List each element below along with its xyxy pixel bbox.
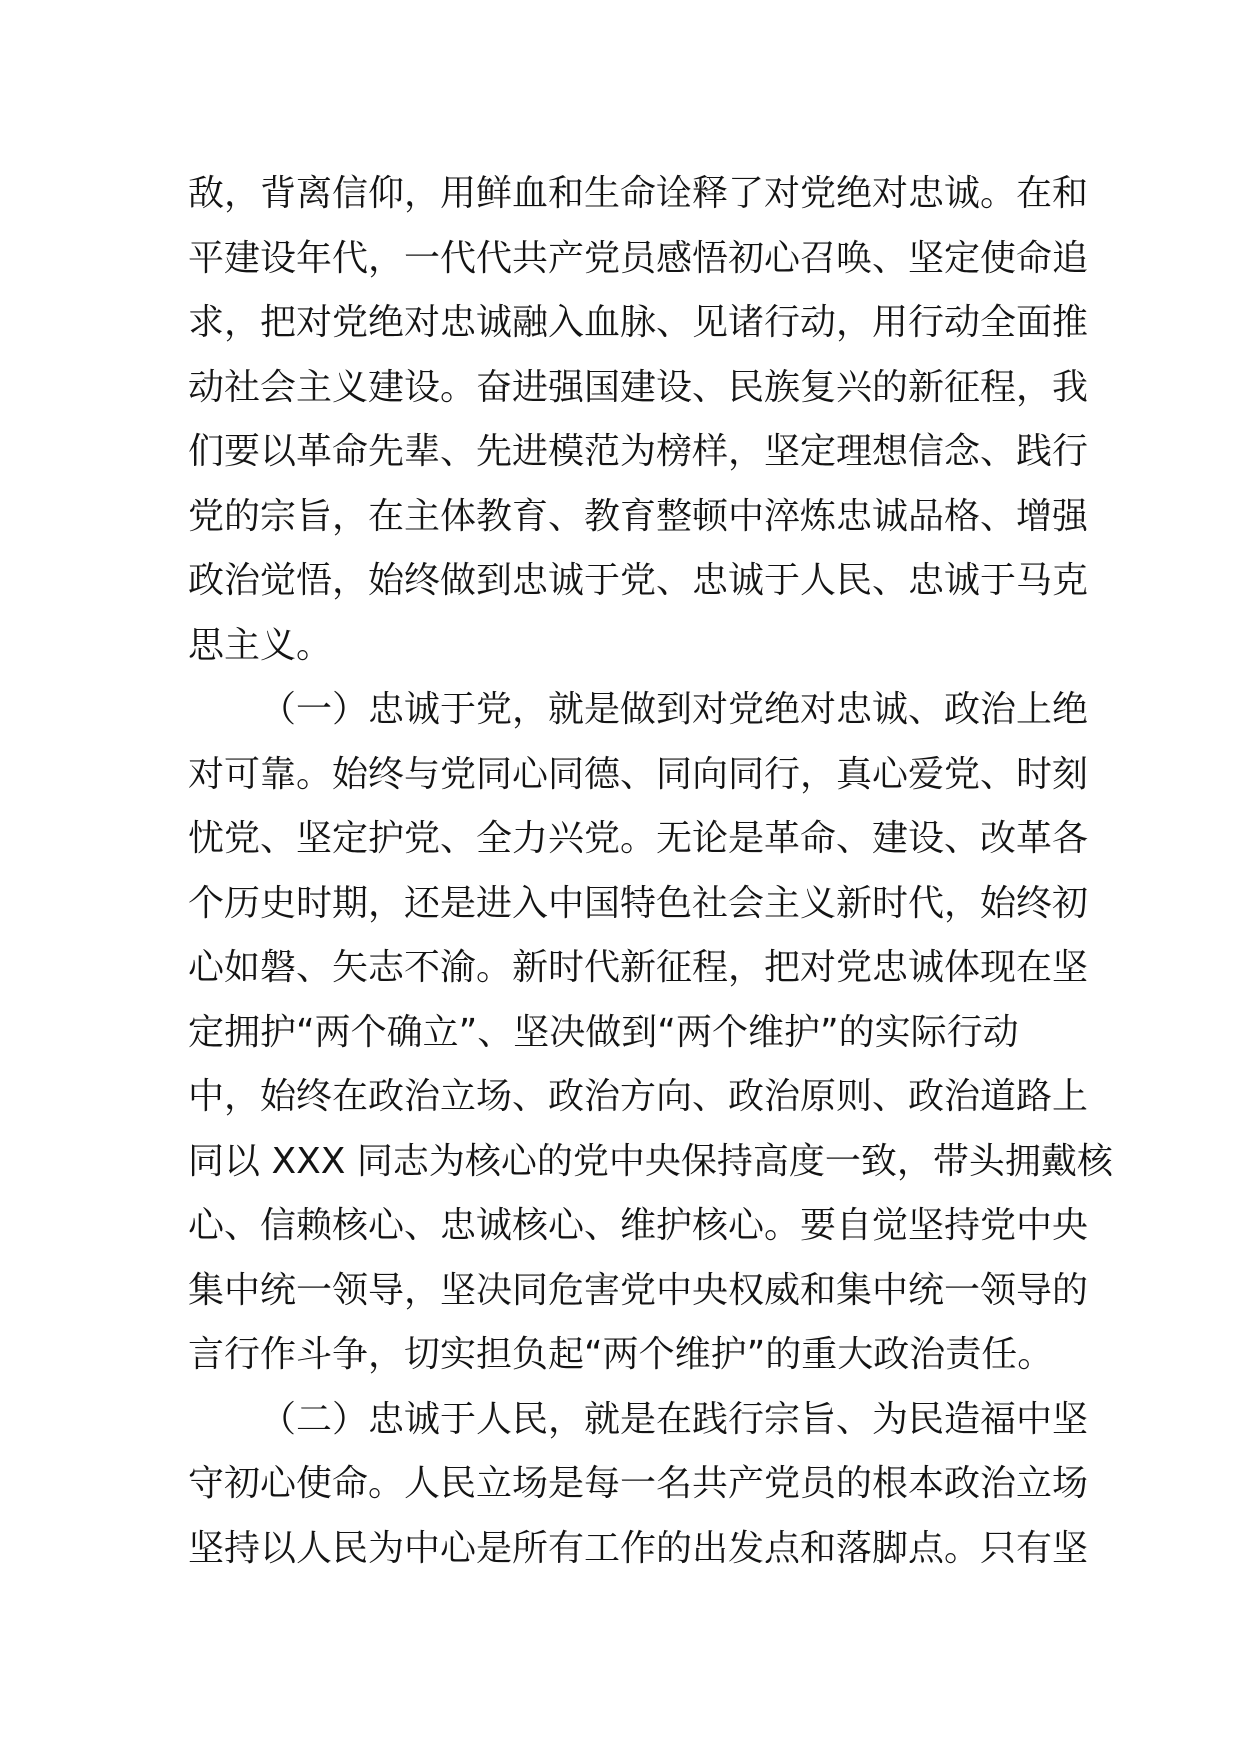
text-line: 言行作斗争，切实担负起“两个维护”的重大政治责任。: [188, 1334, 1054, 1375]
text-line: 同以 XXX 同志为核心的党中央保持高度一致，带头拥戴核: [188, 1140, 1113, 1182]
text-line: 敌，背离信仰，用鲜血和生命诠释了对党绝对忠诚。在和: [188, 173, 1089, 214]
text-line: 心如磐、矢志不渝。新时代新征程，把对党忠诚体现在坚: [188, 947, 1089, 988]
text-line: 求，把对党绝对忠诚融入血脉、见诸行动，用行动全面推: [188, 302, 1089, 343]
text-line: 思主义。: [188, 624, 333, 666]
text-line: 动社会主义建设。奋进强国建设、民族复兴的新征程，我: [188, 366, 1089, 408]
text-line: 心、信赖核心、忠诚核心、维护核心。要自觉坚持党中央: [188, 1205, 1089, 1246]
document-body: [188, 162, 1113, 1581]
text-line: 政治觉悟，始终做到忠诚于党、忠诚于人民、忠诚于马克: [188, 560, 1089, 601]
text-line: 忧党、坚定护党、全力兴党。无论是革命、建设、改革各: [188, 818, 1089, 859]
text-line: 党的宗旨，在主体教育、教育整顿中淬炼忠诚品格、增强: [188, 495, 1089, 537]
text-line: 坚持以人民为中心是所有工作的出发点和落脚点。只有坚: [188, 1527, 1089, 1569]
text-line: 定拥护“两个确立”、坚决做到“两个维护”的实际行动: [188, 1011, 1019, 1053]
text-line: 中，始终在政治立场、政治方向、政治原则、政治道路上: [188, 1076, 1089, 1117]
text-line: 守初心使命。人民立场是每一名共产党员的根本政治立场: [188, 1463, 1089, 1504]
text-line: 个历史时期，还是进入中国特色社会主义新时代，始终初: [188, 882, 1089, 924]
text-line: 们要以革命先辈、先进模范为榜样，坚定理想信念、践行: [188, 431, 1089, 472]
text-line: 平建设年代，一代代共产党员感悟初心召唤、坚定使命追: [188, 237, 1089, 279]
section-heading-line: （一）忠诚于党，就是做到对党绝对忠诚、政治上绝: [260, 689, 1089, 730]
section-heading-line: （二）忠诚于人民，就是在践行宗旨、为民造福中坚: [260, 1398, 1089, 1440]
text-line: 集中统一领导，坚决同危害党中央权威和集中统一领导的: [188, 1269, 1089, 1311]
text-line: 对可靠。始终与党同心同德、同向同行，真心爱党、时刻: [188, 753, 1089, 795]
